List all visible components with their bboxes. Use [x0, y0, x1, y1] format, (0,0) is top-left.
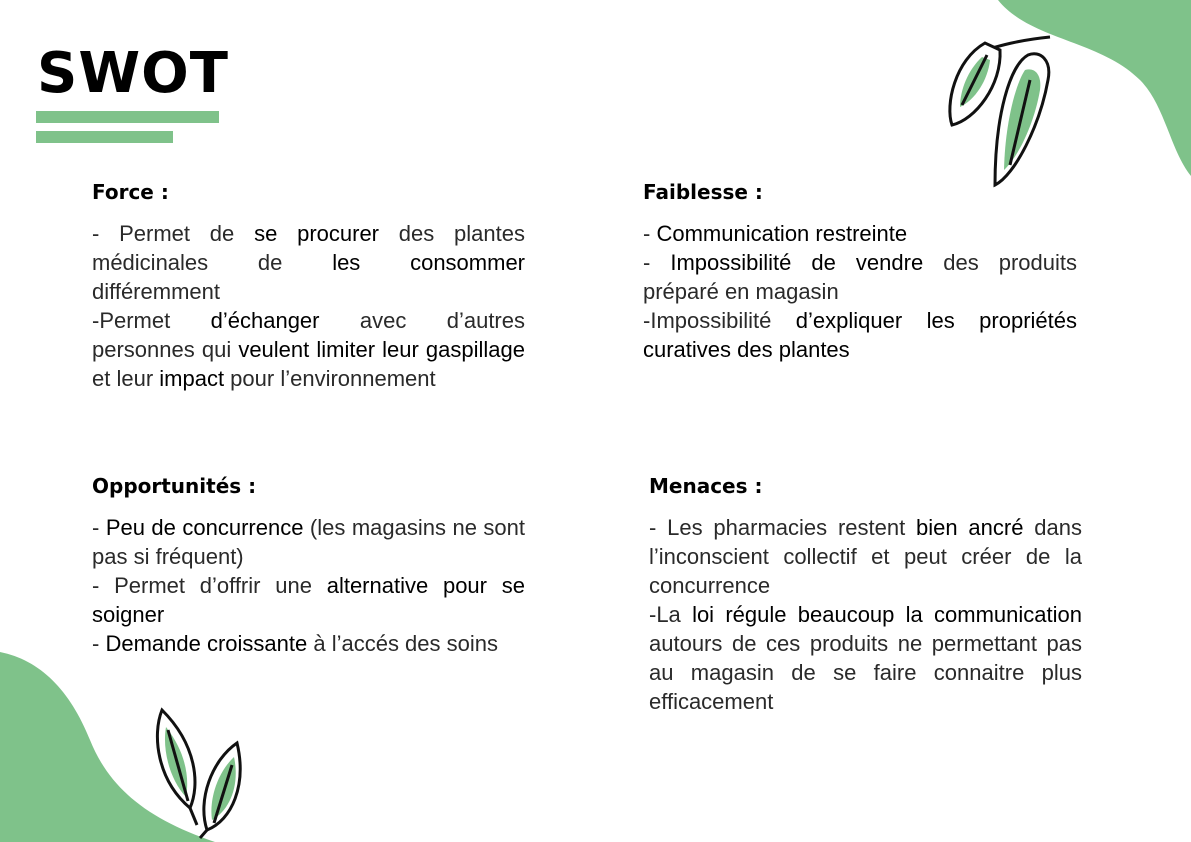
- force-item: - Permet de se procurer des plantes médicinales de les consommer différemment: [92, 221, 525, 304]
- opportunites-section: [92, 473, 525, 658]
- faiblesse-item: -Impossibilité d’expliquer les propriétés curatives des plantes: [643, 308, 1077, 362]
- opportunites-item: - Peu de concurrence (les magasins ne sont pas si fréquent): [92, 515, 526, 569]
- opportunites-item: - Permet d’offrir une alternative pour se soigner: [92, 573, 525, 627]
- force-heading: Force :: [92, 180, 169, 204]
- menaces-item: -La loi régule beaucoup la communication autours de ces produits ne permettant pas au magasin de se faire connaitre plus efficacement: [649, 602, 1082, 714]
- opportunites-item: - Demande croissante à l’accés des soins: [92, 631, 498, 656]
- faiblesse-item: - Impossibilité de vendre des produits préparé en magasin: [643, 250, 1077, 304]
- menaces-heading: Menaces :: [649, 474, 763, 498]
- title-underline: [36, 111, 219, 123]
- leaves-icon: [152, 705, 252, 840]
- force-item: -Permet d’échanger avec d’autres personnes qui veulent limiter leur gaspillage et leur impact pour l’environnement: [92, 308, 525, 391]
- force-section: [92, 179, 525, 393]
- menaces-item: - Les pharmacies restent bien ancré dans l’inconscient collectif et peut créer de la concurrence: [649, 515, 1082, 598]
- title-underline: [36, 131, 173, 143]
- leaves-icon: [940, 25, 1060, 195]
- faiblesse-heading: Faiblesse :: [643, 180, 763, 204]
- page-title: SWOT: [37, 41, 229, 106]
- opportunites-heading: Opportunités :: [92, 474, 257, 498]
- menaces-section: [649, 473, 1082, 716]
- faiblesse-section: [643, 179, 1077, 364]
- faiblesse-item: - Communication restreinte: [643, 221, 908, 246]
